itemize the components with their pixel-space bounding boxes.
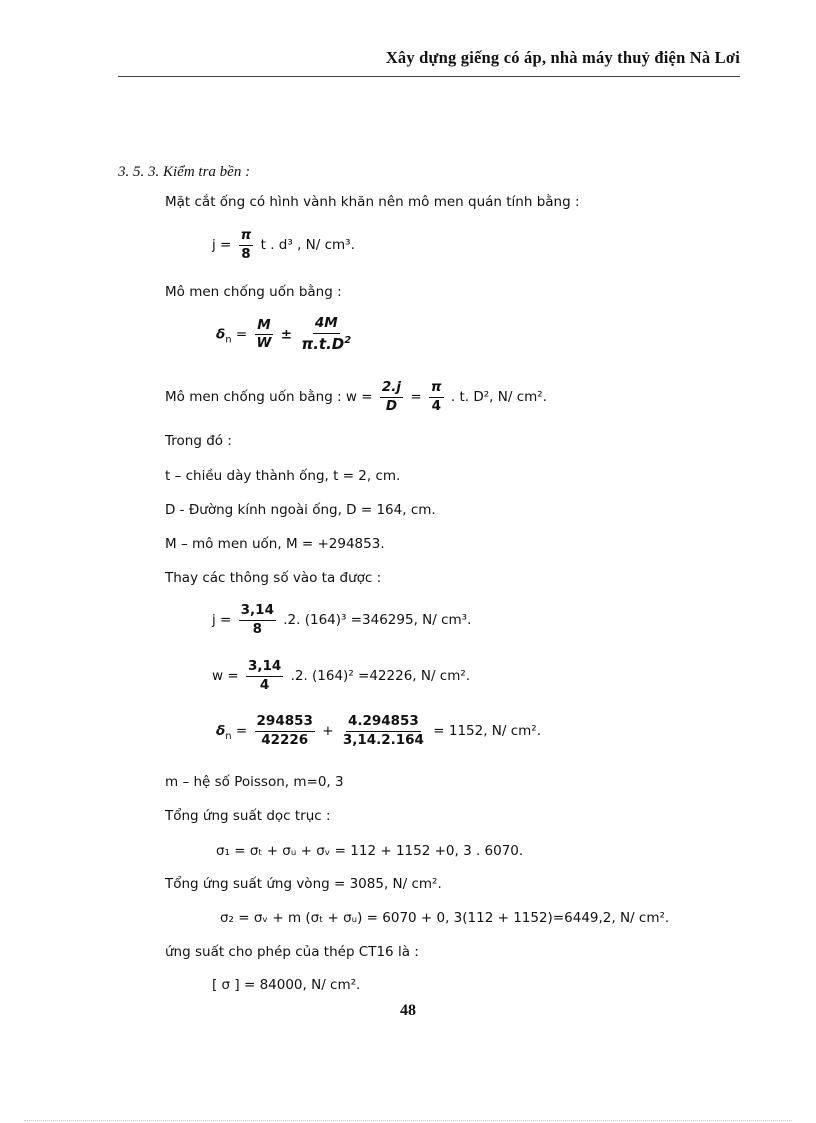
poisson-definition: m – hệ số Poisson, m=0, 3 (165, 774, 344, 790)
eq6-rhs: = 1152, N/ cm². (433, 723, 542, 740)
eq6-f1-denominator: 42226 (261, 731, 309, 748)
thickness-definition: t – chiều dày thành ống, t = 2, cm. (165, 468, 401, 484)
eq6-plus: + (322, 723, 334, 740)
eq2-f2-numerator: 4M (313, 316, 340, 334)
section-heading: 3. 5. 3. Kiểm tra bền : (118, 164, 251, 180)
eq6-fraction-2 (341, 714, 426, 748)
eq2-f2-denominator (299, 334, 353, 354)
delta-symbol: δ (216, 326, 226, 343)
eq2-plusminus: ± (280, 326, 293, 343)
eq2-f2-den-sup: 2 (344, 334, 352, 346)
equation-sigma2: σ₂ = σᵥ + m (σₜ + σᵤ) = 6070 + 0, 3(112 + 1152)=6449,2, N/ cm². (220, 910, 670, 926)
eq1-numerator: π (239, 228, 254, 246)
eq2-fraction-2 (299, 316, 353, 353)
eq4-fraction (239, 603, 276, 637)
eq5-denominator: 4 (259, 676, 270, 693)
equation-w-general (165, 380, 547, 414)
eq6-fraction-1 (255, 714, 315, 748)
equation-j-general (212, 228, 355, 262)
eq3-fraction-2 (429, 380, 444, 414)
page-bottom-edge (24, 1120, 792, 1121)
diameter-definition: D - Đường kính ngoài ống, D = 164, cm. (165, 502, 436, 518)
eq4-lhs: j = (212, 612, 232, 629)
equation-w-value (212, 659, 470, 693)
eq2-f1-denominator: W (256, 335, 272, 352)
bending-moment-label-2: Mô men chống uốn bằng : w = (165, 389, 373, 406)
eq2-f2-den-text: π.t.D (301, 334, 345, 353)
bending-moment-label-1: Mô men chống uốn bằng : (165, 284, 342, 300)
eq3-f1-numerator: 2.j (380, 380, 403, 398)
eq2-equals: = (235, 326, 248, 343)
page-number: 48 (400, 1002, 416, 1019)
eq5-fraction (246, 659, 283, 693)
eq3-f2-denominator: 4 (431, 397, 441, 414)
eq4-numerator: 3,14 (239, 603, 276, 621)
equation-sigma1: σ₁ = σₜ + σᵤ + σᵥ = 112 + 1152 +0, 3 . 6070. (216, 843, 524, 859)
equation-delta-general (216, 316, 356, 353)
eq1-rhs: t . d³ , N/ cm³. (260, 237, 355, 254)
eq4-rhs: .2. (164)³ =346295, N/ cm³. (283, 612, 472, 629)
running-header: Xây dựng giếng có áp, nhà máy thuỷ điện Nà Lơi (385, 48, 740, 67)
substitute-label: Thay các thông số vào ta được : (165, 570, 382, 586)
delta-subscript-2: n (225, 731, 232, 743)
hoop-stress-label: Tổng ứng suất ứng vòng = 3085, N/ cm². (165, 876, 442, 892)
eq6-f2-denominator: 3,14.2.164 (342, 731, 424, 748)
delta-symbol-2: δ (216, 723, 226, 740)
eq1-denominator: 8 (241, 245, 251, 262)
equation-j-value (212, 603, 471, 637)
header-rule (118, 76, 740, 77)
eq5-rhs: .2. (164)² =42226, N/ cm². (290, 668, 471, 685)
equation-allowable: [ σ ] = 84000, N/ cm². (212, 977, 361, 993)
eq2-fraction-1 (255, 318, 274, 352)
allowable-stress-label: ứng suất cho phép của thép CT16 là : (165, 944, 419, 960)
eq2-f1-numerator: M (255, 318, 272, 336)
eq5-lhs: w = (212, 668, 239, 685)
delta-subscript: n (225, 334, 232, 346)
eq1-lhs: j = (212, 237, 232, 254)
eq5-numerator: 3,14 (246, 659, 283, 677)
eq6-f2-numerator: 4.294853 (346, 714, 421, 732)
eq3-equals: = (410, 389, 422, 406)
eq1-fraction (239, 228, 254, 262)
moment-definition: M – mô men uốn, M = +294853. (165, 536, 385, 552)
eq3-rhs: . t. D², N/ cm². (450, 389, 547, 406)
eq3-fraction-1 (380, 380, 403, 414)
eq4-denominator: 8 (252, 620, 263, 637)
axial-stress-label: Tổng ứng suất dọc trục : (165, 808, 331, 824)
equation-delta-value (216, 714, 541, 748)
eq3-f1-denominator: D (385, 397, 398, 414)
eq3-f2-numerator: π (429, 380, 444, 398)
intro-text: Mặt cắt ống có hình vành khăn nên mô men quán tính bằng : (165, 194, 580, 210)
eq6-f1-numerator: 294853 (255, 714, 315, 732)
where-label: Trong đó : (165, 433, 232, 449)
eq6-equals: = (235, 723, 248, 740)
